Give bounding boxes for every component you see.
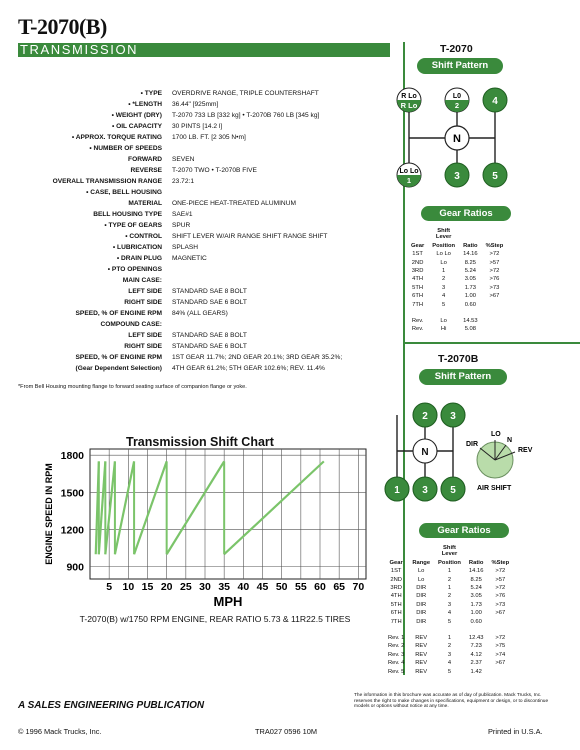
shift-knob [397,88,421,112]
shift-knob [445,88,469,112]
spec-row [0,242,400,253]
ratio-row: 5TH DIR 3 1.73 >73 [385,602,512,608]
copyright: © 1996 Mack Trucks, Inc. [18,727,102,736]
ratio-row: 3RD 1 5.24 >72 [408,268,506,274]
step-value: >75 [495,643,506,650]
spec-label: FORWARD [128,156,162,163]
spec-row [0,88,400,99]
spec-value: STANDARD SAE 6 BOLT [172,299,247,306]
x-axis-label: MPH [213,594,243,609]
ratio-row: 2ND Lo 2 8.25 >57 [385,577,512,583]
pattern-a-ratios-pill: Gear Ratios [421,206,511,221]
spec-row [0,264,400,275]
pattern-b-title: T-2070B [438,353,479,365]
spec-label: • APPROX. TORQUE RATING [71,134,162,141]
y-tick-label: 1200 [60,524,84,537]
section-label: TRANSMISSION [20,42,139,57]
shift-knob [397,163,421,187]
knob-label: 4 [492,96,498,107]
ratio-row: 7TH DIR 5 0.60 [390,618,482,625]
y-tick-label: 1800 [60,450,84,463]
spec-label: • PTO OPENINGS [107,266,162,273]
column-header: Ratio [468,559,484,566]
spec-value: SHIFT LEVER W/AIR RANGE SHIFT RANGE SHIFT [172,233,328,240]
y-tick-label: 1500 [60,487,84,500]
publication-label: A SALES ENGINEERING PUBLICATION [18,700,205,711]
air-dir-label: DIR [466,441,479,448]
publication-code: TRA027 0596 10M [255,727,318,736]
spec-label: • NUMBER OF SPEEDS [89,145,162,152]
knob-top-label: Lo Lo [399,168,419,175]
ratio-row: 1ST Lo Lo 14.16 >72 [408,251,506,257]
spec-label: MAIN CASE: [122,277,162,284]
spec-row [0,286,400,297]
spec-label: • LUBRICATION [112,244,162,251]
shift-knob [413,403,437,427]
spec-value: 84% (ALL GEARS) [172,310,228,317]
reverse-row: Rev. 3 REV 3 4.12 >74 [385,652,512,658]
shift-knob [441,403,465,427]
step-value: >67 [489,293,500,300]
knob-label: 2 [422,411,428,422]
reverse-row: Rev. Lo 14.53 [411,318,478,325]
spec-row [0,275,400,286]
column-header: Position [432,242,456,249]
printed-in: Printed in U.S.A. [488,727,543,736]
spec-value: MAGNETIC [172,255,207,262]
step-value: >73 [489,284,500,291]
spec-value: T-2070 TWO • T-2070B FIVE [172,167,257,174]
x-tick-label: 15 [141,581,154,593]
column-header: Gear [389,559,403,566]
spec-row [0,363,400,374]
spec-row [0,341,400,352]
x-tick-label: 55 [294,581,307,593]
pattern-a-pill: Shift Pattern [417,58,503,74]
shift-knob [441,477,465,501]
divider-horizontal [403,342,580,344]
spec-label: LEFT SIDE [128,332,162,339]
spec-row [0,209,400,220]
spec-row [0,330,400,341]
x-tick-label: 40 [237,581,250,593]
ratio-row: 1ST Lo 1 14.16 >72 [385,568,512,574]
spec-row [0,154,400,165]
air-rev-label: REV [518,447,533,454]
spec-value: 36.44" [925mm] [172,101,219,108]
x-tick-label: 35 [218,581,231,593]
ratio-row: 4TH 2 3.05 >76 [408,276,506,282]
x-tick-label: 60 [314,581,326,593]
step-value: >57 [495,576,506,583]
spec-row [0,99,400,110]
shift-knob [483,163,507,187]
x-tick-label: 20 [160,581,173,593]
ratio-row: 2ND Lo 8.25 >57 [408,260,506,266]
air-n-label: N [507,437,513,444]
shift-knob [445,163,469,187]
spec-label: • WEIGHT (DRY) [111,112,162,119]
air-shift-label: AIR SHIFT [477,485,512,492]
reverse-row: Rev. 4 REV 4 2.37 >67 [385,660,512,666]
x-tick-label: 25 [179,581,192,593]
pattern-a-diagram [383,82,533,202]
spec-value: STANDARD SAE 6 BOLT [172,343,247,350]
x-tick-label: 65 [333,581,346,593]
ratio-row: 6TH DIR 4 1.00 >67 [385,610,512,616]
spec-value: STANDARD SAE 8 BOLT [172,288,247,295]
spec-label: • OIL CAPACITY [111,123,162,130]
pattern-b-diagram [382,393,572,513]
knob-label: 3 [450,411,456,422]
spec-row [0,253,400,264]
column-header: Ratio [463,242,478,249]
reverse-row: Rev. 5 REV 5 1.42 [388,668,482,675]
knob-label: N [453,133,461,145]
y-axis-label: ENGINE SPEED IN RPM [44,463,54,565]
spec-label: SPEED, % OF ENGINE RPM [75,310,162,317]
step-value: >72 [489,251,500,258]
model-title: T-2070(B) [18,14,107,39]
step-value: >67 [495,660,506,667]
spec-label: MATERIAL [128,200,162,207]
spec-value: 23.72:1 [172,178,194,185]
spec-label: • *LENGTH [128,101,162,108]
pattern-b-pill: Shift Pattern [419,369,507,385]
spec-value: SPUR [172,222,191,229]
shift-knob [445,126,469,150]
chart-title: Transmission Shift Chart [126,435,274,449]
x-tick-label: 70 [352,581,365,593]
spec-value: ONE-PIECE HEAT-TREATED ALUMINUM [172,200,296,207]
spec-label: REVERSE [130,167,162,174]
column-header: Range [412,559,431,566]
knob-label: 1 [394,485,400,496]
spec-value: 4TH GEAR 61.2%; 5TH GEAR 102.6%; REV. 11.4% [172,365,325,372]
spec-row [0,297,400,308]
spec-label: • DRAIN PLUG [116,255,162,262]
x-tick-label: 45 [256,581,269,593]
spec-row [0,220,400,231]
ratio-row: 7TH 5 0.60 [412,301,476,308]
step-value: >72 [495,568,506,575]
x-tick-label: 5 [106,581,113,593]
spec-row [0,319,400,330]
spec-label: RIGHT SIDE [124,343,162,350]
pattern-b-ratios-pill: Gear Ratios [419,523,509,538]
spec-row [0,231,400,242]
spec-value: STANDARD SAE 8 BOLT [172,332,247,339]
spec-row [0,308,400,319]
spec-row [0,132,400,143]
pattern-a-ratio-table [406,226,508,335]
spec-label: • CONTROL [125,233,162,240]
shift-chart [28,444,428,614]
lever-head: Shift Lever [441,545,458,558]
reverse-row: Rev. 2 REV 2 7.23 >75 [385,643,512,649]
disclaimer: The information in this brochure was accurate as of day of publication. Mack Trucks, Inc. reserves the right to make changes in specifications, equipment or design, or to discontinue models or options without notice at any time. [354,693,549,710]
knob-label: 3 [422,485,428,496]
spec-value: 1ST GEAR 11.7%; 2ND GEAR 20.1%; 3RD GEAR 35.2%; [172,354,343,361]
step-value: >57 [489,259,500,266]
x-tick-label: 10 [122,581,135,593]
step-value: >73 [495,601,506,608]
spec-row [0,143,400,154]
spec-row [0,110,400,121]
knob-label: 3 [454,171,460,182]
knob-bottom-label: 2 [454,101,460,110]
spec-value: 1700 LB. FT. [2 305 N•m] [172,134,246,141]
shift-knob [385,477,409,501]
column-header: %Step [485,242,504,249]
step-value: >76 [489,276,500,283]
spec-value: SEVEN [172,156,195,163]
spec-row [0,165,400,176]
spec-label: RIGHT SIDE [124,299,162,306]
knob-top-label: L0 [452,93,462,100]
knob-label: 5 [492,171,498,182]
spec-value: SPLASH [172,244,199,251]
knob-bottom-label: 1 [406,176,412,185]
column-header: %Step [491,559,510,566]
shift-knob [483,88,507,112]
spec-value: SAE#1 [172,211,193,218]
spec-label: (Gear Dependent Selection) [75,365,162,372]
shift-knob [413,439,437,463]
plot-area [90,449,366,579]
spec-label: OVERALL TRANSMISSION RANGE [52,178,162,185]
section-banner [18,43,390,57]
spec-label: LEFT SIDE [128,288,162,295]
step-value: >67 [495,610,506,617]
column-header: Position [438,559,461,566]
x-tick-label: 30 [199,581,211,593]
spec-value: T-2070 733 LB [332 kg] • T-2070B 760 LB [345 kg] [172,112,320,119]
pattern-a-title: T-2070 [440,43,473,55]
step-value: >72 [495,635,506,642]
spec-row [0,187,400,198]
spec-row [0,352,400,363]
footnote: *From Bell Housing mounting flange to forward seating surface of companion flange or yoke. [18,384,247,390]
step-value: >72 [489,268,500,275]
y-tick-label: 900 [66,561,84,574]
air-lo-label: LO [491,431,501,438]
knob-bottom-label: R Lo [400,101,418,110]
spec-label: • CASE, BELL HOUSING [86,189,162,196]
spec-row [0,176,400,187]
knob-label: N [421,447,429,458]
pattern-b-ratio-table [383,543,514,677]
ratio-row: 5TH 3 1.73 >73 [408,285,506,291]
chart-caption: T-2070(B) w/1750 RPM ENGINE, REAR RATIO 5.73 & 11R22.5 TIRES [79,614,351,624]
spec-label: COMPOUND CASE: [100,321,162,328]
spec-label: BELL HOUSING TYPE [93,211,162,218]
air-shift-dial [466,431,533,492]
ratio-row: 6TH 4 1.00 >67 [408,293,506,299]
spec-value: OVERDRIVE RANGE, TRIPLE COUNTERSHAFT [172,90,319,97]
spec-row [0,121,400,132]
spec-label: SPEED, % OF ENGINE RPM [75,354,162,361]
knob-top-label: R Lo [401,93,417,100]
reverse-row: Rev. 1 REV 1 12.43 >72 [385,635,512,641]
spec-value: 30 PINTS [14.2 l] [172,123,223,130]
knob-label: 5 [450,485,456,496]
step-value: >76 [495,593,506,600]
step-value: >74 [495,651,506,658]
x-tick-label: 50 [275,581,288,593]
ratio-row: 4TH DIR 2 3.05 >76 [385,593,512,599]
reverse-row: Rev. Hi 5.08 [411,326,476,333]
spec-label: • TYPE OF GEARS [104,222,162,229]
spec-row [0,198,400,209]
column-header: Gear [411,242,425,249]
spec-label: • TYPE [140,90,162,97]
ratio-row: 3RD DIR 1 5.24 >72 [385,585,512,591]
shift-knob [413,477,437,501]
lever-head: Shift Lever [435,228,452,241]
step-value: >72 [495,585,506,592]
